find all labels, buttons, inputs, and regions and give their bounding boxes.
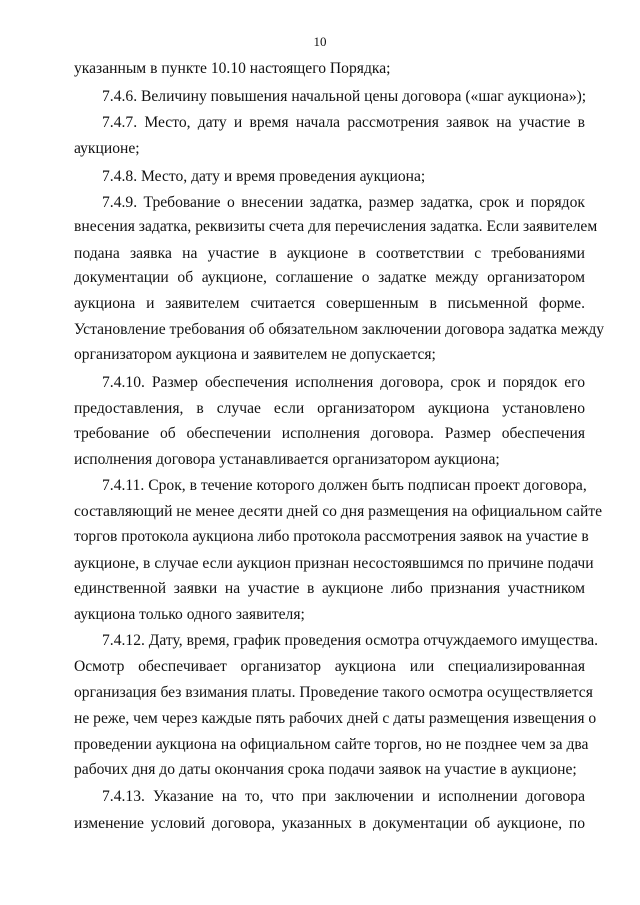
text-line: Установление требования об обязательном заключении договора задатка между (74, 321, 605, 338)
text-line: внесения задатка, реквизиты счета для перечисления задатка. Если заявителем (74, 218, 598, 235)
text-line: Осмотр обеспечивает организатор аукциона или специализированная (74, 658, 585, 675)
text-line: 7.4.10. Размер обеспечения исполнения договора, срок и порядок его (102, 374, 585, 391)
text-line: аукционе, в случае если аукцион признан несостоявшимся по причине подачи (74, 555, 594, 572)
text-line: 7.4.9. Требование о внесении задатка, размер задатка, срок и порядок (102, 194, 585, 211)
text-line: предоставления, в случае если организатором аукциона установлено (74, 400, 585, 417)
page-number: 10 (313, 34, 327, 49)
text-line: 7.4.12. Дату, время, график проведения осмотра отчуждаемого имущества. (102, 632, 599, 649)
text-line: торгов протокола аукциона либо протокола рассмотрения заявок на участие в (74, 528, 589, 545)
text-line: единственной заявки на участие в аукционе либо признания участником (74, 580, 585, 597)
text-line: исполнения договора устанавливается организатором аукциона; (74, 451, 500, 468)
text-line: 7.4.6. Величину повышения начальной цены договора («шаг аукциона»); (102, 88, 587, 105)
text-line: составляющий не менее десяти дней со дня размещения на официальном сайте (74, 503, 603, 520)
text-line: указанным в пункте 10.10 настоящего Порядка; (74, 60, 391, 77)
text-line: 7.4.13. Указание на то, что при заключении и исполнении договора (102, 788, 585, 805)
text-line: подана заявка на участие в аукционе в соответствии с требованиями (74, 245, 585, 262)
text-line: 7.4.8. Место, дату и время проведения аукциона; (102, 168, 426, 185)
text-line: документации об аукционе, соглашение о задатке между организатором (74, 269, 585, 286)
text-line: изменение условий договора, указанных в документации об аукционе, по (74, 815, 585, 832)
text-line: аукционе; (74, 140, 140, 157)
text-line: 7.4.11. Срок, в течение которого должен быть подписан проект договора, (102, 477, 587, 494)
text-line: проведении аукциона на официальном сайте торгов, но не позднее чем за два (74, 736, 589, 753)
text-line: организатором аукциона и заявителем не допускается; (74, 346, 436, 363)
text-line: рабочих дня до даты окончания срока подачи заявок на участие в аукционе; (74, 761, 577, 778)
text-line: требование об обеспечении исполнения договора. Размер обеспечения (74, 425, 585, 442)
text-line: 7.4.7. Место, дату и время начала рассмотрения заявок на участие в (102, 114, 585, 131)
text-line: не реже, чем через каждые пять рабочих дней с даты размещения извещения о (74, 710, 597, 727)
text-line: организация без взимания платы. Проведение такого осмотра осуществляется (74, 684, 593, 701)
text-line: аукциона только одного заявителя; (74, 606, 305, 623)
text-line: аукциона и заявителем считается совершенным в письменной форме. (74, 295, 585, 312)
